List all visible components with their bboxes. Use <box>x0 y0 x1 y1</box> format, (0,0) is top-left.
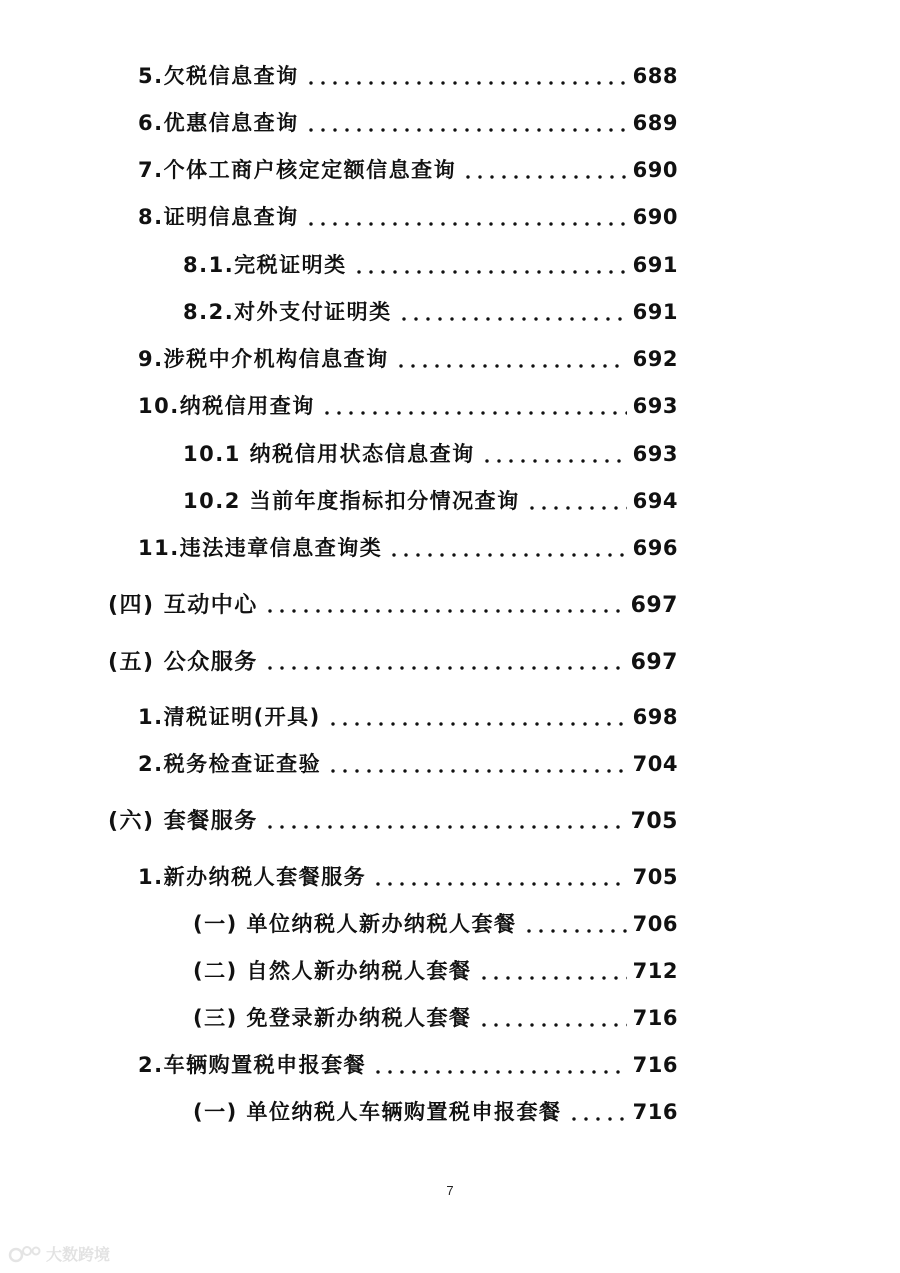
toc-entry[interactable] <box>183 249 678 279</box>
toc-entry[interactable] <box>138 343 678 373</box>
toc-entry[interactable] <box>138 861 678 891</box>
toc-entry-title: 7.个体工商户核定定额信息查询 <box>138 158 457 182</box>
toc-entry[interactable] <box>193 908 678 938</box>
toc-section-entry[interactable] <box>108 804 678 835</box>
toc-entry[interactable] <box>183 296 678 326</box>
dot-leader <box>305 207 627 228</box>
toc-entry-page: 691 <box>632 300 678 324</box>
toc-entry-title: (一) 单位纳税人新办纳税人套餐 <box>193 912 517 936</box>
toc-entry[interactable] <box>138 701 678 731</box>
toc-entry-page: 691 <box>632 253 678 277</box>
dot-leader <box>388 538 626 559</box>
toc-entry-title: (一) 单位纳税人车辆购置税申报套餐 <box>193 1100 562 1124</box>
dot-leader <box>478 961 627 982</box>
toc-entry-title: 10.1 纳税信用状态信息查询 <box>183 442 475 466</box>
toc-entry-page: 690 <box>632 205 678 229</box>
toc-entry-title: (五) 公众服务 <box>108 650 258 675</box>
dot-leader <box>264 810 625 832</box>
dot-leader <box>353 255 627 276</box>
toc-entry[interactable] <box>138 1049 678 1079</box>
dot-leader <box>526 491 627 512</box>
toc-entry-page: 704 <box>632 752 678 776</box>
toc-entry-title: (二) 自然人新办纳税人套餐 <box>193 959 472 983</box>
toc-entry[interactable] <box>138 532 678 562</box>
dot-leader <box>462 160 627 181</box>
toc-entry[interactable] <box>138 107 678 137</box>
dot-leader <box>478 1008 627 1029</box>
dot-leader <box>305 66 627 87</box>
toc-entry-page: 694 <box>632 489 678 513</box>
toc-entry-title: 2.车辆购置税申报套餐 <box>138 1053 367 1077</box>
toc-entry-title: 6.优惠信息查询 <box>138 111 299 135</box>
toc-entry-title: 9.涉税中介机构信息查询 <box>138 347 389 371</box>
brand-logo-icon <box>8 1244 42 1264</box>
toc-entry-page: 705 <box>632 865 678 889</box>
toc-entry[interactable] <box>193 1096 678 1126</box>
dot-leader <box>327 754 627 775</box>
toc-entry-title: 8.2.对外支付证明类 <box>183 300 392 324</box>
toc-entry[interactable] <box>138 748 678 778</box>
dot-leader <box>372 867 627 888</box>
toc-entry-title: 8.证明信息查询 <box>138 205 299 229</box>
toc-entry-page: 688 <box>632 64 678 88</box>
toc-entry-title: (四) 互动中心 <box>108 593 258 618</box>
toc-entry-page: 693 <box>632 442 678 466</box>
toc-entry-page: 689 <box>632 111 678 135</box>
toc-entry[interactable] <box>183 438 678 468</box>
toc-entry-page: 697 <box>630 593 678 618</box>
toc-section-entry[interactable] <box>108 645 678 676</box>
toc-entry[interactable] <box>193 1002 678 1032</box>
toc-entry-title: 11.违法违章信息查询类 <box>138 536 383 560</box>
toc-entry-page: 697 <box>630 650 678 675</box>
toc-entry-title: (六) 套餐服务 <box>108 809 258 834</box>
toc-entry-title: 1.新办纳税人套餐服务 <box>138 865 367 889</box>
toc-entry-title: 1.清税证明(开具) <box>138 705 321 729</box>
toc-entry[interactable] <box>138 154 678 184</box>
dot-leader <box>523 914 627 935</box>
toc-entry-title: 10.2 当前年度指标扣分情况查询 <box>183 489 520 513</box>
toc-entry-page: 706 <box>632 912 678 936</box>
toc-entry-page: 698 <box>632 705 678 729</box>
dot-leader <box>395 349 627 370</box>
toc-entry-page: 690 <box>632 158 678 182</box>
watermark-text: 大数跨境 <box>46 1245 111 1264</box>
dot-leader <box>568 1102 627 1123</box>
dot-leader <box>327 707 627 728</box>
toc-entry-title: 5.欠税信息查询 <box>138 64 299 88</box>
toc-entry-page: 696 <box>632 536 678 560</box>
toc-entry-title: 2.税务检查证查验 <box>138 752 322 776</box>
dot-leader <box>264 651 625 673</box>
toc-entry[interactable] <box>193 955 678 985</box>
toc-entry-page: 705 <box>630 809 678 834</box>
toc-entry-page: 716 <box>632 1053 678 1077</box>
toc-entry[interactable] <box>138 60 678 90</box>
dot-leader <box>398 302 627 323</box>
dot-leader <box>372 1055 627 1076</box>
toc-entry-page: 716 <box>632 1006 678 1030</box>
toc-entry[interactable] <box>183 485 678 515</box>
toc-entry-title: 8.1.完税证明类 <box>183 253 347 277</box>
page-number: 7 <box>446 1183 454 1198</box>
toc-entry-page: 692 <box>632 347 678 371</box>
dot-leader <box>321 396 627 417</box>
toc-entry-page: 716 <box>632 1100 678 1124</box>
toc-entry-page: 712 <box>632 959 678 983</box>
watermark <box>8 1242 110 1265</box>
toc-entry-title: (三) 免登录新办纳税人套餐 <box>193 1006 472 1030</box>
dot-leader <box>481 444 627 465</box>
toc-entry[interactable] <box>138 390 678 420</box>
toc-entry[interactable] <box>138 201 678 231</box>
dot-leader <box>305 113 627 134</box>
dot-leader <box>264 594 625 616</box>
toc-section-entry[interactable] <box>108 588 678 619</box>
toc-entry-title: 10.纳税信用查询 <box>138 394 315 418</box>
toc-entry-page: 693 <box>632 394 678 418</box>
